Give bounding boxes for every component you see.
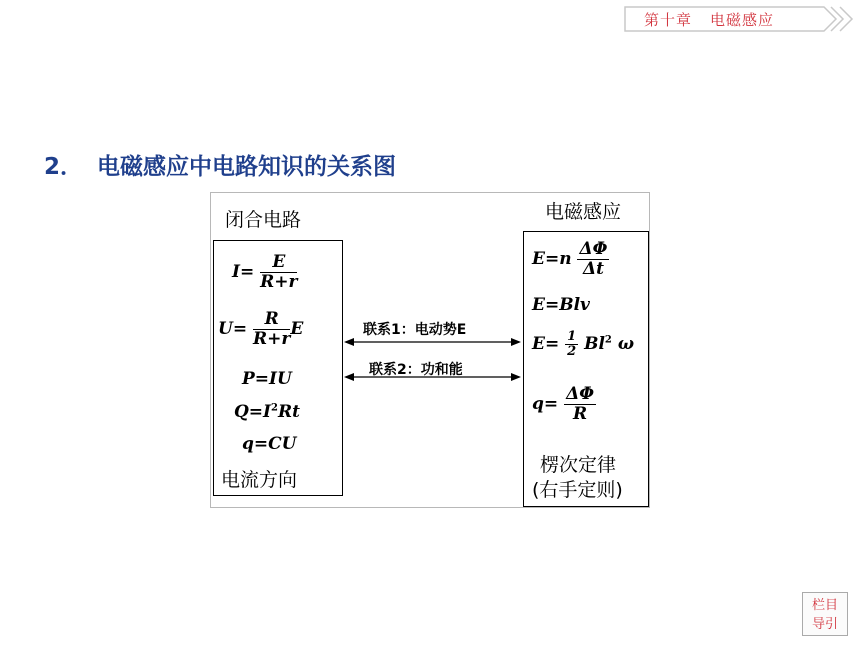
formula-text: I= xyxy=(232,262,255,282)
fraction xyxy=(577,240,609,279)
fraction-numerator: 1 xyxy=(567,329,577,344)
formula-text: ω xyxy=(617,334,634,354)
fraction-numerator: E xyxy=(260,253,297,273)
nav-button-line1: 栏目 xyxy=(811,598,838,613)
em-induction-box xyxy=(523,231,649,507)
closed-circuit-box xyxy=(213,240,343,496)
arrow-head-left xyxy=(344,338,354,346)
formula-motional-emf: E=Blv xyxy=(532,295,590,315)
section-heading xyxy=(44,148,396,181)
formula-text: Bl xyxy=(584,334,605,354)
formula-heat xyxy=(234,402,300,422)
section-nav-button[interactable] xyxy=(802,592,848,636)
fraction-denominator: Δt xyxy=(582,259,604,279)
heading-number: 2． xyxy=(44,154,84,180)
relationship-diagram xyxy=(210,192,650,508)
chapter-title: 电磁感应 xyxy=(710,11,775,29)
fraction xyxy=(565,330,578,359)
formula-voltage xyxy=(218,310,303,349)
heading-text: 电磁感应中电路知识的关系图 xyxy=(97,154,397,180)
fraction xyxy=(564,385,596,424)
formula-text: q= xyxy=(532,394,559,414)
formula-text: Rt xyxy=(277,402,300,422)
fraction xyxy=(260,253,297,292)
chapter-label xyxy=(644,9,774,30)
current-direction-label: 电流方向 xyxy=(221,469,298,491)
arrow-head-right xyxy=(511,338,521,346)
chapter-tab xyxy=(624,6,856,32)
link2-label: 联系2：功和能 xyxy=(369,362,463,378)
link1-label: 联系1：电动势E xyxy=(363,322,467,338)
formula-charge: q=CU xyxy=(242,434,297,454)
lenz-law-label: 楞次定律 xyxy=(540,454,617,476)
formula-text: U= xyxy=(218,319,248,339)
fraction xyxy=(253,310,290,349)
formula-current xyxy=(232,253,297,292)
formula-text: E xyxy=(290,319,304,339)
fraction-numerator: R xyxy=(253,310,290,330)
fraction-denominator: R+r xyxy=(260,272,298,292)
closed-circuit-title: 闭合电路 xyxy=(225,209,302,231)
formula-rotating-emf xyxy=(532,330,634,359)
em-induction-title: 电磁感应 xyxy=(545,201,622,223)
superscript: 2 xyxy=(604,334,612,346)
arrow-head-right xyxy=(511,373,521,381)
formula-text: E=n xyxy=(532,249,572,269)
formula-text: Q=I xyxy=(234,402,272,422)
fraction-numerator: ΔΦ xyxy=(579,239,608,259)
formula-text: E= xyxy=(532,334,560,354)
chapter-number: 第十章 xyxy=(644,11,693,29)
right-hand-rule-label: (右手定则) xyxy=(532,479,623,501)
nav-button-line2: 导引 xyxy=(811,617,838,632)
arrow-head-left xyxy=(344,373,354,381)
formula-faraday xyxy=(532,240,609,279)
formula-power: P=IU xyxy=(242,369,292,389)
fraction-denominator: R+r xyxy=(253,329,291,349)
superscript: 2 xyxy=(271,402,278,414)
fraction-denominator: R xyxy=(572,404,588,424)
formula-induced-charge xyxy=(532,385,596,424)
fraction-denominator: 2 xyxy=(567,344,577,359)
fraction-numerator: ΔΦ xyxy=(566,384,595,404)
